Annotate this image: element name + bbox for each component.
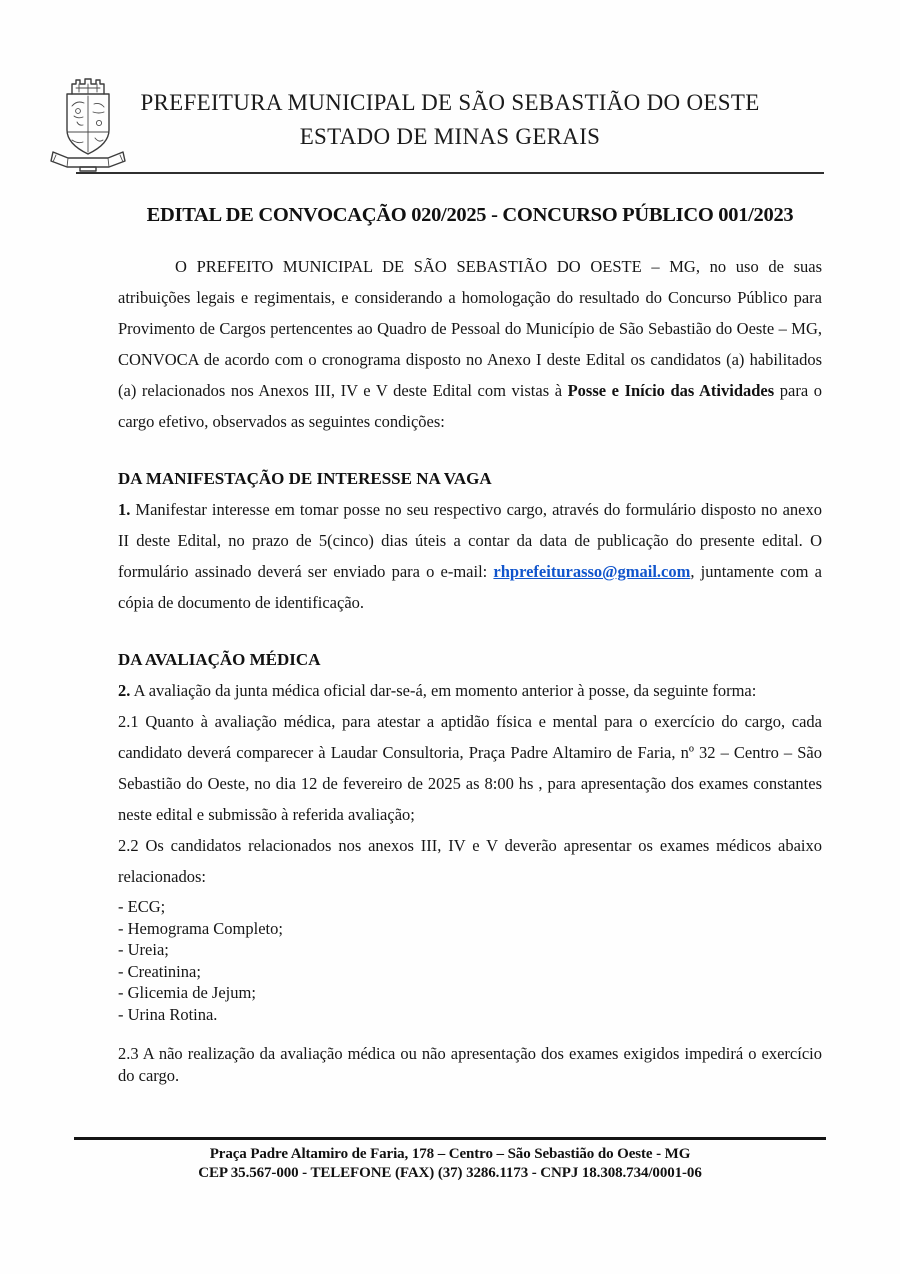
section-heading-medica: DA AVALIAÇÃO MÉDICA: [118, 650, 321, 669]
header-line2: ESTADO DE MINAS GERAIS: [299, 124, 601, 149]
footer-rule: [74, 1137, 826, 1140]
header-line1: PREFEITURA MUNICIPAL DE SÃO SEBASTIÃO DO OESTE: [140, 90, 760, 115]
intro-bold-posse: Posse e Início das Atividades: [567, 381, 775, 400]
footer: [0, 1137, 900, 1182]
paragraph-2-1: 2.1 Quanto à avaliação médica, para atestar a aptidão física e mental para o exercício do cargo, cada candidato deverá comparecer à Laudar Consultoria, Praça Padre Altamiro de Faria, nº 32 – Centro – São Sebastião do Oeste, no dia 12 de fevereiro de 2025 as 8:00 hs , para apresentação dos exames constantes neste edital e submissão à referida avaliação;: [118, 712, 822, 824]
paragraph-2-2: 2.2 Os candidatos relacionados nos anexos III, IV e V deverão apresentar os exames médicos abaixo relacionados:: [118, 836, 822, 886]
list-item: - Urina Rotina.: [118, 1004, 218, 1024]
paragraph-2-3: 2.3 A não realização da avaliação médica ou não apresentação dos exames exigidos impedirá o exercício do cargo.: [118, 1044, 822, 1085]
paragraph-1-text-end: , juntamente com a cópia de documento de identificação.: [118, 562, 822, 612]
paragraph-intro: [118, 251, 822, 437]
paragraph-1-text: Manifestar interesse em tomar posse no seu respectivo cargo, através do formulário disposto no anexo II deste Edital, no prazo de 5(cinco) dias úteis a contar da data de publicação do presente edital. O formulário assinado deverá ser enviado para o e-mail:: [118, 500, 822, 581]
header-divider: [76, 172, 824, 174]
document-title: EDITAL DE CONVOCAÇÃO 020/2025 - CONCURSO PÚBLICO 001/2023: [146, 204, 794, 226]
coat-of-arms-icon: [50, 76, 126, 172]
paragraph-2-text: A avaliação da junta médica oficial dar-se-á, em momento anterior à posse, da seguinte forma:: [130, 681, 757, 700]
list-item: - ECG;: [118, 897, 166, 916]
paragraph-1: [118, 494, 822, 618]
footer-text: [0, 1145, 900, 1182]
paragraph-2-number: 2.: [118, 681, 131, 700]
document-body: [118, 204, 822, 1086]
exam-list: [118, 896, 822, 1025]
footer-contact: CEP 35.567-000 - TELEFONE (FAX) (37) 3286.1173 - CNPJ 18.308.734/0001-06: [198, 1164, 702, 1181]
footer-address: Praça Padre Altamiro de Faria, 178 – Centro – São Sebastião do Oeste - MG: [209, 1146, 691, 1162]
municipal-header: [0, 0, 900, 154]
section-heading-interesse: DA MANIFESTAÇÃO DE INTERESSE NA VAGA: [118, 469, 492, 488]
email-link[interactable]: rhprefeiturasso@gmail.com: [493, 562, 691, 581]
intro-text-end: para o cargo efetivo, observados as seguintes condições:: [118, 381, 822, 431]
list-item: - Ureia;: [118, 940, 169, 959]
list-item: - Hemograma Completo;: [118, 918, 283, 938]
paragraph-2: [118, 675, 822, 706]
list-item: - Creatinina;: [118, 961, 201, 981]
intro-text: O PREFEITO MUNICIPAL DE SÃO SEBASTIÃO DO OESTE – MG, no uso de suas atribuições legais e regimentais, e considerando a homologação do resultado do Concurso Público para Provimento de Cargos pertencentes ao Quadro de Pessoal do Município de São Sebastião do Oeste – MG, CONVOCA de acordo com o cronograma disposto no Anexo I deste Edital os candidatos (a) habilitados (a) relacionados nos Anexos III, IV e V deste Edital com vistas à: [118, 257, 822, 400]
list-item: - Glicemia de Jejum;: [118, 983, 256, 1002]
paragraph-1-number: 1.: [118, 500, 131, 519]
